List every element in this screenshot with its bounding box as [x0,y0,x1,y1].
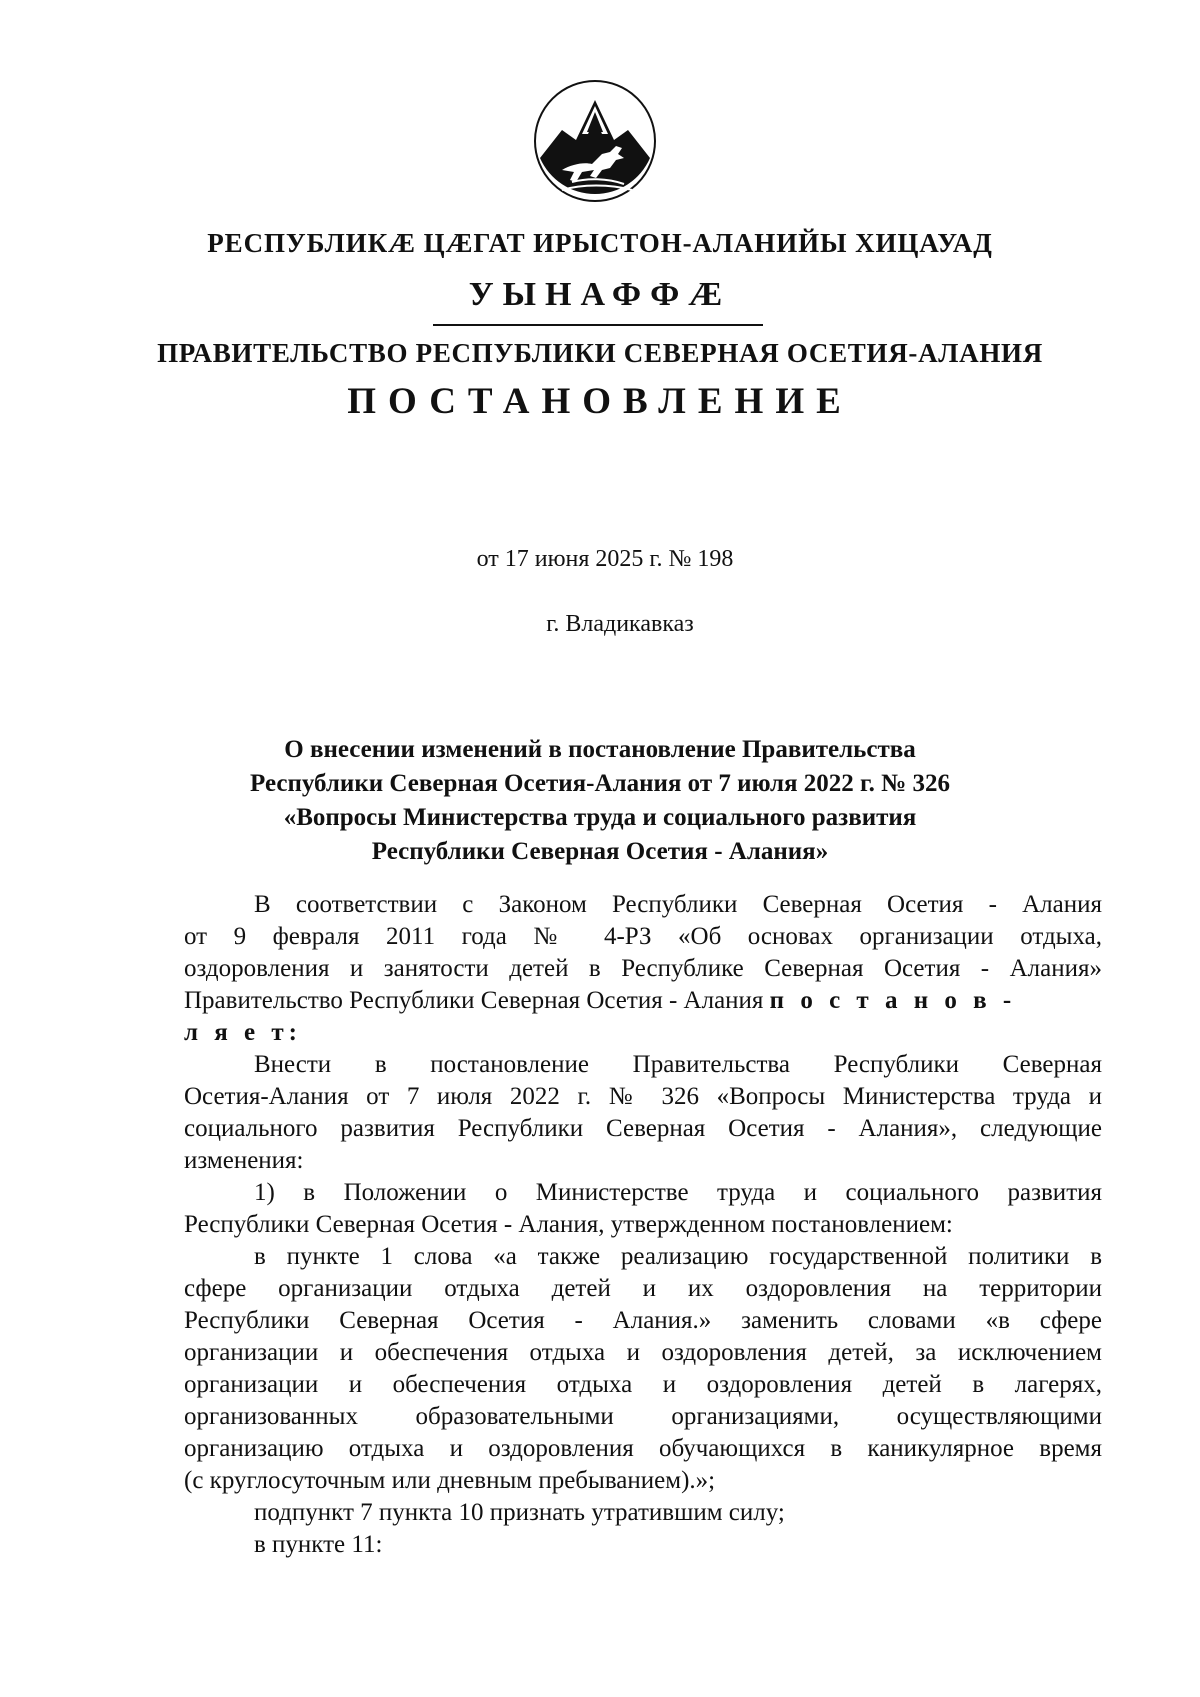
text-line: Республики Северная Осетия - Алания.» заменить словами «в сфере [184,1307,1102,1334]
text-line [184,985,1102,1017]
title-line: «Вопросы Министерства труда и социального развития [283,804,917,831]
text-line: Республики Северная Осетия - Алания, утвержденном постановлением: [184,1211,953,1238]
text-line: сфере организации отдыха детей и их оздоровления на территории [184,1275,1102,1302]
text-line: организации и обеспечения отдыха и оздоровления детей в лагерях, [184,1371,1102,1398]
title-line: Республики Северная Осетия - Алания» [371,838,829,865]
paragraph-item-1 [184,1177,1102,1241]
header-divider [433,324,763,326]
russian-document-type: ПОСТАНОВЛЕНИЕ [347,381,853,422]
text-line: оздоровления и занятости детей в Республике Северная Осетия - Алания» [184,955,1102,982]
text-line: изменения: [184,1147,304,1174]
paragraph-preamble [184,889,1102,1049]
text-span: Правительство Республики Северная Осетия - Алания [184,987,764,1014]
text-line: Внести в постановление Правительства Республики Северная [254,1051,1102,1078]
text-line: организацию отдыха и оздоровления обучающихся в каникулярное время [184,1435,1102,1462]
ossetian-authority-heading: РЕСПУБЛИКӔ ЦӔГАТ ИРЫСТОН-АЛАНИЙЫ ХИЦАУАД [207,228,993,258]
coat-of-arms-icon [532,78,658,204]
emphasis-lyaet: л я е т: [184,1019,303,1046]
paragraph-amend-intro [184,1049,1102,1177]
russian-authority-heading: ПРАВИТЕЛЬСТВО РЕСПУБЛИКИ СЕВЕРНАЯ ОСЕТИЯ-АЛАНИЯ [157,338,1043,368]
text-line: В соответствии с Законом Республики Северная Осетия - Алания [254,891,1102,918]
text-line: социального развития Республики Северная Осетия - Алания», следующие [184,1115,1102,1142]
document-title [0,733,1200,869]
text-line: в пункте 1 слова «а также реализацию государственной политики в [254,1243,1102,1270]
paragraph-point-1 [184,1241,1102,1497]
text-line: 1) в Положении о Министерстве труда и социального развития [254,1179,1102,1206]
title-line: О внесении изменений в постановление Правительства [284,736,916,763]
document-date-number: от 17 июня 2025 г. № 198 [476,546,734,572]
paragraph-point-11: в пункте 11: [254,1531,383,1558]
text-line: организации и обеспечения отдыха и оздоровления детей, за исключением [184,1339,1102,1366]
paragraph-subpoint-7: подпункт 7 пункта 10 признать утратившим силу; [254,1499,785,1526]
emphasis-postanov: п о с т а н о в - [769,987,1017,1014]
text-line: от 9 февраля 2011 года № 4-РЗ «Об основах организации отдыха, [184,923,1102,950]
text-line: (с круглосуточным или дневным пребыванием).»; [184,1467,716,1494]
document-city: г. Владикавказ [546,611,694,637]
text-line: организованных образовательными организациями, осуществляющими [184,1403,1102,1430]
text-line: Осетия-Алания от 7 июля 2022 г. № 326 «Вопросы Министерства труда и [184,1083,1102,1110]
document-body [184,889,1102,1561]
ossetian-document-type: УЫНАФФӔ [468,276,732,313]
title-line: Республики Северная Осетия-Алания от 7 июля 2022 г. № 326 [250,770,950,797]
